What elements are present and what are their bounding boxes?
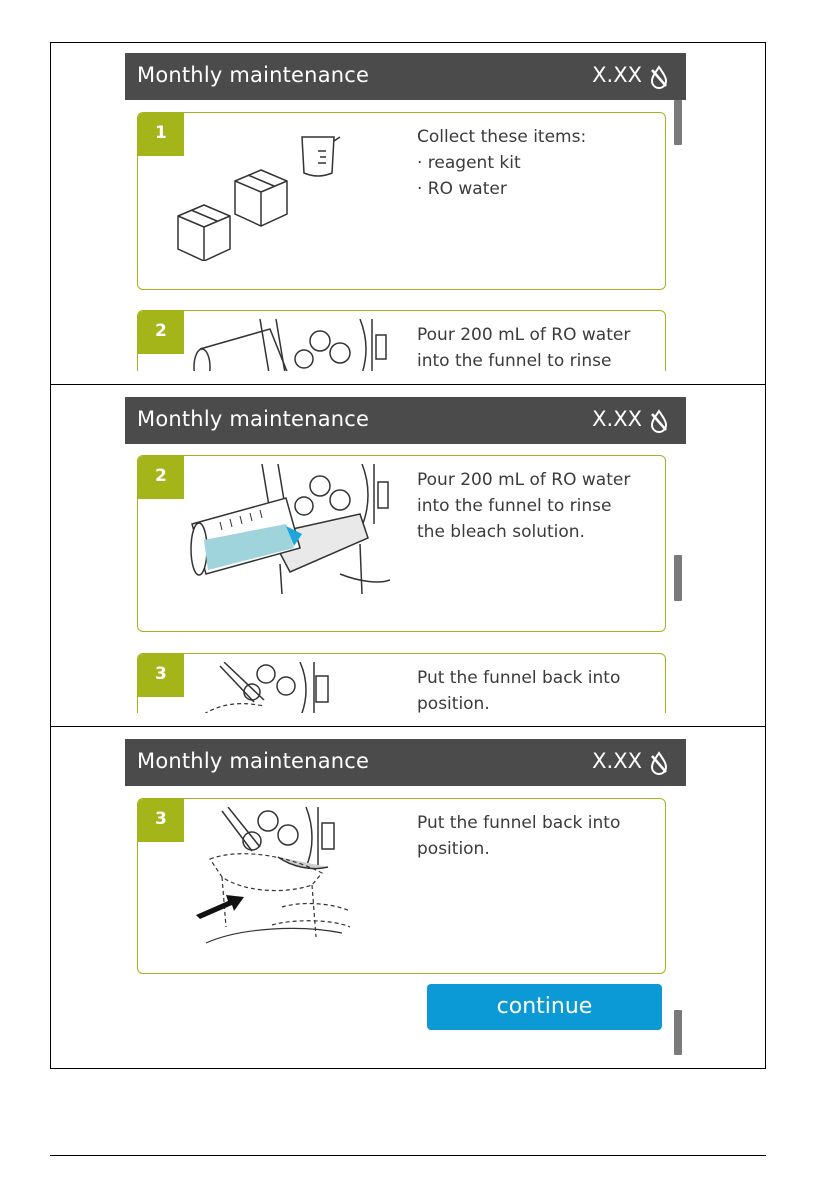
step-number-badge: 3 (138, 654, 184, 697)
water-drop-icon (648, 751, 670, 775)
version-label: X.XX (592, 749, 642, 773)
step-card (137, 455, 666, 632)
header-bar (125, 739, 686, 786)
page-title: Monthly maintenance (137, 749, 370, 773)
pour-water-illustration (190, 319, 390, 371)
page-title: Monthly maintenance (137, 407, 370, 431)
version-label: X.XX (592, 407, 642, 431)
funnel-position-illustration (182, 807, 352, 947)
step-card (137, 653, 666, 713)
step-card (137, 798, 666, 974)
screen-panel-3 (125, 739, 686, 1059)
step-number-badge: 3 (138, 799, 184, 842)
water-drop-icon (648, 409, 670, 433)
step-number-badge: 2 (138, 311, 184, 354)
panel-divider (50, 384, 766, 385)
scrollbar[interactable] (674, 100, 682, 145)
step-number-badge: 1 (138, 113, 184, 156)
items-illustration (174, 131, 354, 261)
step-instructions: Put the funnel back into position. (417, 668, 621, 713)
header-bar (125, 397, 686, 444)
step-card (137, 112, 666, 290)
step-card (137, 310, 666, 371)
step-instructions: Put the funnel back into position. (417, 813, 621, 859)
step-number-badge: 2 (138, 456, 184, 499)
page-footer-rule (50, 1155, 766, 1156)
scrollbar[interactable] (674, 555, 682, 601)
header-bar (125, 53, 686, 100)
water-drop-icon (648, 65, 670, 89)
panel-divider (50, 726, 766, 727)
screen-panel-1 (125, 53, 686, 371)
continue-button[interactable]: continue (427, 984, 662, 1030)
scrollbar[interactable] (674, 1010, 682, 1055)
step-instructions: Collect these items: · reagent kit · RO water (417, 127, 587, 199)
page-title: Monthly maintenance (137, 63, 370, 87)
pour-water-illustration (190, 464, 390, 602)
funnel-illustration (204, 662, 344, 713)
version-label: X.XX (592, 63, 642, 87)
step-instructions: Pour 200 mL of RO water into the funnel to rinse (417, 325, 631, 371)
screen-panel-2 (125, 397, 686, 713)
step-instructions: Pour 200 mL of RO water into the funnel to rinse the bleach solution. (417, 470, 631, 542)
